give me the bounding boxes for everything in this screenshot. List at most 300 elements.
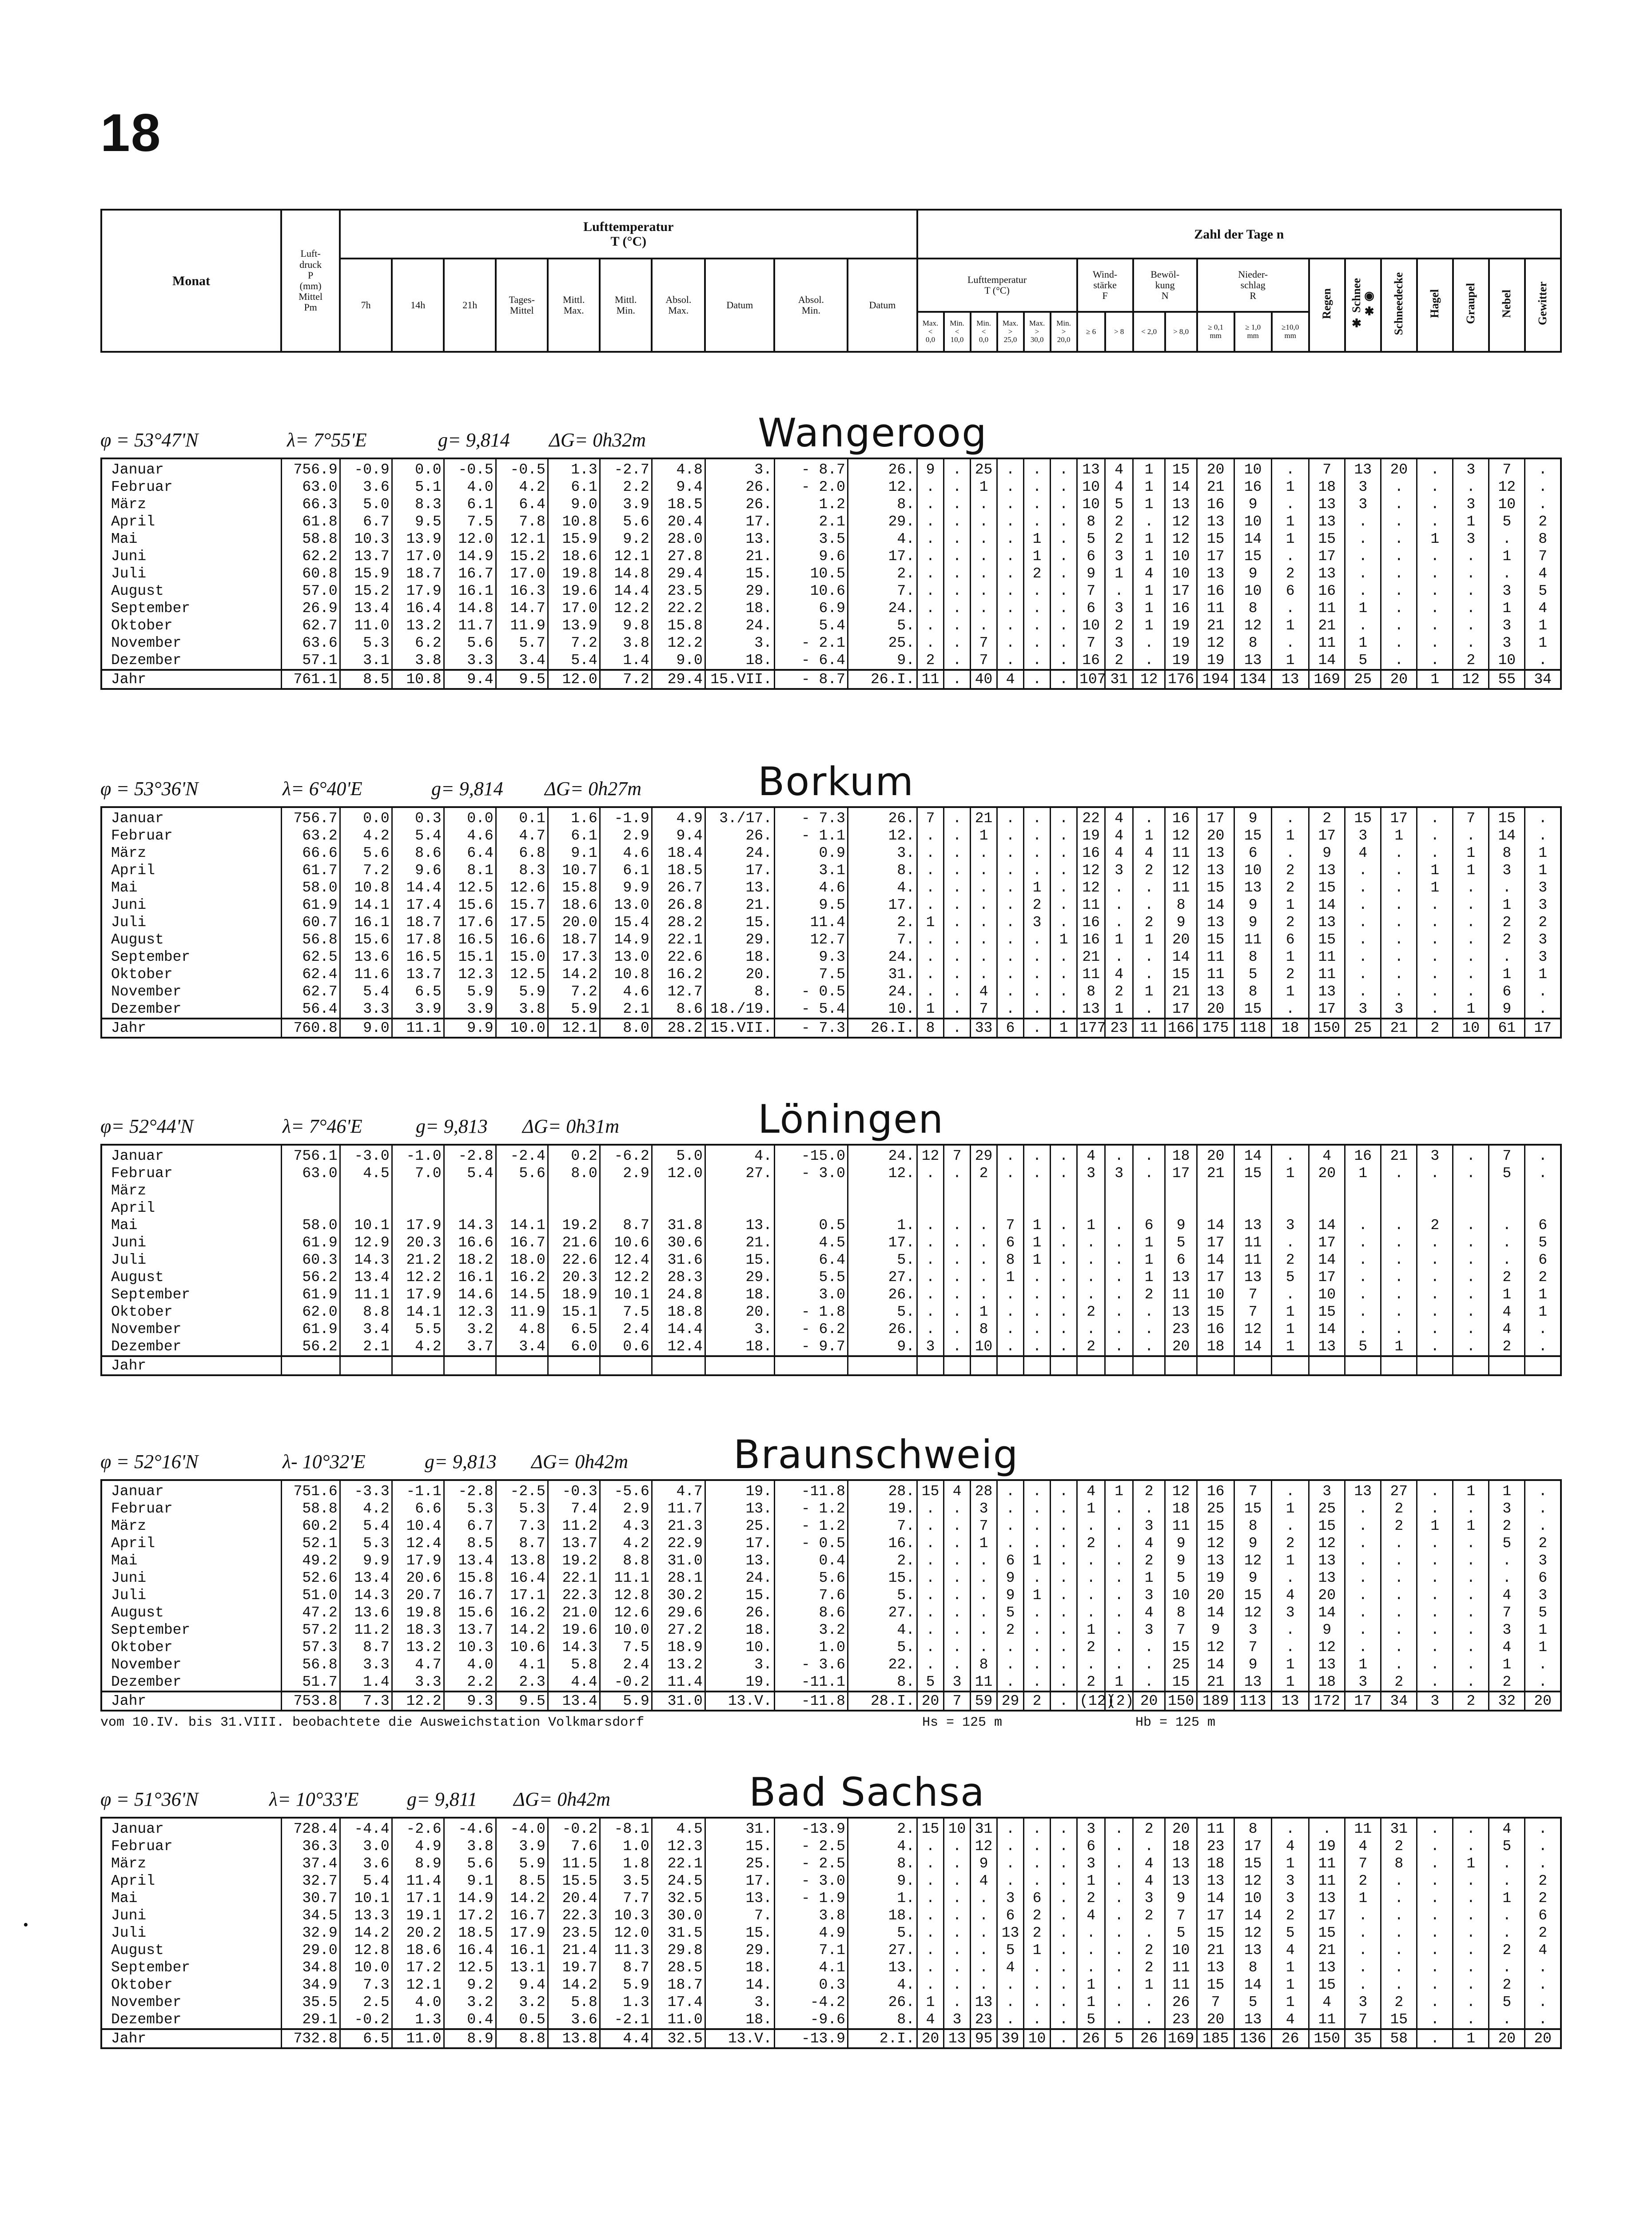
table-cell: 11.7	[444, 617, 496, 634]
table-cell: 10	[1489, 652, 1525, 670]
table-cell: 12.4	[600, 1251, 652, 1269]
table-cell: .	[971, 530, 997, 548]
table-cell: - 6.4	[774, 652, 848, 670]
header-sub-wind-6: ≥ 6	[1077, 312, 1105, 352]
table-cell: .	[1453, 931, 1489, 948]
table-cell: .	[1489, 1855, 1525, 1872]
table-cell: .	[1051, 807, 1077, 827]
table-cell: 8.9	[392, 1855, 444, 1872]
table-cell: .	[1024, 1976, 1051, 1994]
table-cell: 3.3	[340, 1656, 392, 1673]
header-tage-lufttemp: Lufttemperatur T (°C)	[917, 259, 1077, 312]
table-cell: 1	[1453, 513, 1489, 530]
table-cell: 16	[1345, 1145, 1381, 1165]
table-cell: 15.4	[600, 914, 652, 931]
table-cell	[1381, 1199, 1417, 1217]
table-cell: 29.	[705, 931, 774, 948]
table-cell: 6	[1525, 1907, 1561, 1924]
table-cell: 2	[1272, 1251, 1309, 1269]
table-cell: .	[971, 1639, 997, 1656]
table-cell	[1234, 1182, 1272, 1199]
table-cell: 15	[917, 1818, 944, 1838]
table-cell: .	[1077, 1604, 1105, 1621]
table-cell: 15.2	[496, 548, 548, 565]
year-cell	[1133, 1356, 1165, 1375]
table-cell: 15	[1234, 1500, 1272, 1517]
table-cell: 5	[1525, 1604, 1561, 1621]
table-cell: 1.	[848, 1890, 917, 1907]
table-cell: .	[1024, 1994, 1051, 2011]
table-cell: .	[1453, 1251, 1489, 1269]
table-cell: .	[1051, 1321, 1077, 1338]
table-cell: .	[1105, 1890, 1133, 1907]
table-cell: 20	[1165, 931, 1197, 948]
table-cell: .	[1381, 983, 1417, 1000]
month-row	[101, 1673, 1561, 1692]
table-cell: .	[997, 914, 1024, 931]
table-cell: 12	[1234, 1604, 1272, 1621]
table-cell: .	[1417, 1924, 1453, 1942]
month-row	[101, 807, 1561, 827]
table-cell	[1417, 1182, 1453, 1199]
year-cell	[1077, 1356, 1105, 1375]
table-cell: 20	[1309, 1587, 1345, 1604]
table-cell: .	[1024, 1480, 1051, 1500]
table-cell: 10.4	[392, 1517, 444, 1535]
table-cell: 3.6	[548, 2011, 600, 2029]
table-cell: 13.3	[340, 1907, 392, 1924]
year-cell	[1417, 1356, 1453, 1375]
coord-lambda: λ= 7°46'E	[283, 1115, 362, 1137]
year-cell: 58	[1381, 2029, 1417, 2048]
table-cell: 17.9	[392, 1217, 444, 1234]
table-cell: 5.0	[652, 1145, 705, 1165]
year-cell: 34	[1381, 1692, 1417, 1711]
table-cell: 22.3	[548, 1587, 600, 1604]
table-cell: 11	[1165, 1959, 1197, 1976]
year-cell: 12	[1133, 670, 1165, 689]
table-cell: .	[944, 1907, 971, 1924]
table-cell: .	[1077, 1269, 1105, 1286]
table-cell: 14.8	[600, 565, 652, 582]
table-cell	[392, 1199, 444, 1217]
table-cell: .	[1133, 1924, 1165, 1942]
year-cell: 760.8	[281, 1019, 340, 1038]
table-cell: 13.0	[600, 948, 652, 966]
table-cell: 16.7	[444, 565, 496, 582]
table-cell: 1	[1345, 1890, 1381, 1907]
table-cell: 5.8	[548, 1656, 600, 1673]
year-cell: .	[1051, 2029, 1077, 2048]
table-cell: 13	[1309, 1656, 1345, 1673]
table-cell: 5.1	[392, 478, 444, 496]
table-cell: .	[1133, 513, 1165, 530]
table-cell: 16.1	[444, 582, 496, 600]
year-cell: 13	[1272, 1692, 1309, 1711]
month-row	[101, 1872, 1561, 1890]
table-cell: .	[1051, 862, 1077, 879]
table-cell: 1	[1489, 966, 1525, 983]
table-cell: -0.2	[548, 1818, 600, 1838]
table-cell: 18.7	[652, 1976, 705, 1994]
table-cell	[848, 1199, 917, 1217]
table-cell	[1077, 1199, 1105, 1217]
table-cell: 4	[917, 2011, 944, 2029]
table-cell: .	[1051, 1621, 1077, 1639]
table-cell: 18.8	[652, 1303, 705, 1321]
table-cell: 5.4	[444, 1165, 496, 1182]
table-cell: 19	[1309, 1838, 1345, 1855]
table-cell: .	[1133, 896, 1165, 914]
table-cell: .	[1024, 1838, 1051, 1855]
table-cell: .	[997, 2011, 1024, 2029]
table-cell: .	[1525, 1338, 1561, 1356]
table-cell: 21.	[705, 896, 774, 914]
table-cell	[1234, 1199, 1272, 1217]
table-cell: 1	[1381, 827, 1417, 844]
month-row	[101, 1569, 1561, 1587]
table-cell: 12	[1234, 1872, 1272, 1890]
table-cell: .	[997, 582, 1024, 600]
table-cell: .	[1453, 1321, 1489, 1338]
table-cell: .	[1381, 1621, 1417, 1639]
table-cell: 12	[1165, 1480, 1197, 1500]
table-cell: 10	[1165, 1587, 1197, 1604]
table-cell: 7	[1453, 807, 1489, 827]
table-cell: 13.	[705, 1500, 774, 1517]
table-cell: .	[1381, 548, 1417, 565]
header-sub-wind-8: > 8	[1105, 312, 1133, 352]
year-cell	[1525, 1356, 1561, 1375]
table-cell: 35.5	[281, 1994, 340, 2011]
year-cell: 12.1	[548, 1019, 600, 1038]
table-cell: 14.3	[340, 1251, 392, 1269]
table-cell: 29.8	[652, 1942, 705, 1959]
table-cell: .	[1345, 530, 1381, 548]
table-cell: 13.8	[496, 1552, 548, 1569]
table-cell: .	[1105, 1872, 1133, 1890]
table-cell: .	[1345, 565, 1381, 582]
table-cell: 10.1	[340, 1890, 392, 1907]
table-cell: 2	[1345, 1872, 1381, 1890]
table-cell: 29.	[705, 582, 774, 600]
table-cell: 5.8	[548, 1994, 600, 2011]
month-label: August	[101, 582, 281, 600]
table-cell: 2	[1133, 1286, 1165, 1303]
table-cell: .	[1381, 1303, 1417, 1321]
table-cell: -0.3	[548, 1480, 600, 1500]
table-cell: 5.4	[548, 652, 600, 670]
table-cell: .	[1024, 478, 1051, 496]
table-cell: .	[971, 513, 997, 530]
table-cell: 3.9	[444, 1000, 496, 1019]
table-cell: 24.	[848, 1145, 917, 1165]
table-cell: 4.6	[600, 983, 652, 1000]
table-cell: 12.3	[652, 1838, 705, 1855]
table-cell: 1	[1077, 1621, 1105, 1639]
table-cell: 14.1	[392, 1303, 444, 1321]
table-cell: .	[1489, 1959, 1525, 1976]
table-cell: .	[1024, 1269, 1051, 1286]
table-cell: .	[971, 1217, 997, 1234]
table-cell: 3.3	[340, 1000, 392, 1019]
table-cell: 18	[1197, 1855, 1234, 1872]
table-cell: .	[1272, 1480, 1309, 1500]
table-cell: .	[1105, 1338, 1133, 1356]
table-cell: 4	[1272, 1587, 1309, 1604]
table-cell: 14	[1197, 1656, 1234, 1673]
table-cell: .	[997, 1338, 1024, 1356]
table-cell: 1	[1272, 1656, 1309, 1673]
table-cell: .	[997, 458, 1024, 478]
table-cell: .	[1417, 1818, 1453, 1838]
table-cell: 13	[1197, 862, 1234, 879]
table-cell: 56.8	[281, 931, 340, 948]
table-cell: 13	[1309, 862, 1345, 879]
table-cell: .	[1051, 1818, 1077, 1838]
table-cell: 60.8	[281, 565, 340, 582]
table-cell: .	[997, 1639, 1024, 1656]
table-cell: .	[1453, 1338, 1489, 1356]
table-cell: 1.4	[340, 1673, 392, 1692]
table-cell: 1	[1453, 1855, 1489, 1872]
year-cell: 3	[1417, 1692, 1453, 1711]
table-cell: 11.2	[548, 1517, 600, 1535]
table-cell: 9.0	[548, 496, 600, 513]
table-cell: 1	[1489, 600, 1525, 617]
table-cell: .	[1024, 1656, 1051, 1673]
table-cell: 5.6	[774, 1569, 848, 1587]
table-cell: 15.	[705, 565, 774, 582]
table-cell: .	[1381, 966, 1417, 983]
table-cell: .	[1381, 1639, 1417, 1656]
table-cell: .	[1417, 1251, 1453, 1269]
table-cell: 8.7	[600, 1959, 652, 1976]
table-cell: .	[1105, 948, 1133, 966]
table-cell: 1	[1024, 1234, 1051, 1251]
table-cell: .	[1024, 1604, 1051, 1621]
table-cell: 4	[1133, 565, 1165, 582]
footnote-hs: Hs = 125 m	[922, 1715, 1003, 1730]
table-cell: 8.6	[392, 844, 444, 862]
table-cell: 26.	[848, 1994, 917, 2011]
table-cell: 4	[1272, 1838, 1309, 1855]
table-cell: 29.	[705, 1942, 774, 1959]
table-cell: 3.8	[774, 1907, 848, 1924]
table-cell: .	[1489, 1924, 1525, 1942]
table-cell: .	[917, 1942, 944, 1959]
table-cell: .	[1051, 458, 1077, 478]
table-cell	[1024, 1182, 1051, 1199]
table-cell: 1	[1417, 879, 1453, 896]
table-cell: 27	[1381, 1480, 1417, 1500]
table-cell: 12.1	[496, 530, 548, 548]
table-cell: 3	[1105, 548, 1133, 565]
table-cell: .	[1381, 844, 1417, 862]
table-cell: .	[1024, 1145, 1051, 1165]
table-cell: 18.0	[496, 1251, 548, 1269]
table-cell: 2	[1133, 1959, 1165, 1976]
table-cell: .	[1024, 1535, 1051, 1552]
table-cell: 3.8	[444, 1838, 496, 1855]
table-cell: 2.	[848, 565, 917, 582]
table-cell: 15.	[705, 1587, 774, 1604]
table-cell: 12.8	[340, 1942, 392, 1959]
table-cell: 18.9	[652, 1639, 705, 1656]
table-cell: .	[1417, 983, 1453, 1000]
table-cell: 62.0	[281, 1303, 340, 1321]
table-cell: .	[1051, 1587, 1077, 1604]
month-label: Februar	[101, 1165, 281, 1182]
year-cell	[340, 1356, 392, 1375]
table-cell: 4.8	[652, 458, 705, 478]
table-cell: 2	[1077, 1535, 1105, 1552]
table-cell: 13.	[705, 879, 774, 896]
year-cell: 31.0	[652, 1692, 705, 1711]
table-cell: .	[1417, 652, 1453, 670]
table-cell: .	[917, 1872, 944, 1890]
header-monat: Monat	[101, 210, 281, 352]
table-cell: .	[1381, 600, 1417, 617]
table-cell: 1	[1133, 458, 1165, 478]
table-cell: 9.4	[652, 827, 705, 844]
table-cell: .	[944, 1552, 971, 1569]
table-cell: .	[1309, 1818, 1345, 1838]
table-cell	[444, 1182, 496, 1199]
table-cell: 2	[1105, 983, 1133, 1000]
table-cell: .	[917, 1621, 944, 1639]
table-cell: 5	[1345, 1338, 1381, 1356]
table-cell: .	[971, 582, 997, 600]
month-row	[101, 1199, 1561, 1217]
table-cell: 4	[1489, 1587, 1525, 1604]
table-cell: 1	[1272, 1321, 1309, 1338]
table-cell: .	[1345, 1924, 1381, 1942]
table-cell: 11	[1234, 931, 1272, 948]
month-label: August	[101, 1604, 281, 1621]
table-cell: 5	[1272, 1924, 1309, 1942]
table-cell: 13	[1165, 1303, 1197, 1321]
table-cell: 12	[1197, 1535, 1234, 1552]
table-cell: .	[1417, 1872, 1453, 1890]
table-cell: .	[971, 565, 997, 582]
table-cell: 9	[917, 458, 944, 478]
table-cell: 3	[1272, 1890, 1309, 1907]
table-cell: .	[944, 1535, 971, 1552]
table-cell: 15.7	[496, 896, 548, 914]
table-cell: 1	[1417, 862, 1453, 879]
table-cell: 15.2	[340, 582, 392, 600]
table-cell	[444, 1199, 496, 1217]
table-cell: 1	[1453, 862, 1489, 879]
table-cell: 4.5	[774, 1234, 848, 1251]
table-cell: 32.7	[281, 1872, 340, 1890]
table-cell	[340, 1182, 392, 1199]
table-cell: .	[1024, 1855, 1051, 1872]
table-cell: 16.	[848, 1535, 917, 1552]
table-cell: .	[1133, 1500, 1165, 1517]
table-cell: 12.5	[444, 1959, 496, 1976]
table-cell: 6	[1024, 1890, 1051, 1907]
table-cell: 2.1	[774, 513, 848, 530]
year-cell: 15.VII.	[705, 1019, 774, 1038]
table-cell: 5	[1525, 1234, 1561, 1251]
table-cell: .	[1272, 1818, 1309, 1838]
table-cell: .	[944, 582, 971, 600]
table-cell: 26.	[848, 458, 917, 478]
year-cell: 136	[1234, 2029, 1272, 2048]
year-cell: 20	[1525, 2029, 1561, 2048]
table-cell: .	[1272, 1639, 1309, 1656]
table-cell: 4	[1105, 478, 1133, 496]
table-cell: 4	[1525, 1942, 1561, 1959]
table-cell: 22.9	[652, 1535, 705, 1552]
table-cell: 756.9	[281, 458, 340, 478]
station-block	[100, 1086, 1562, 1376]
year-cell: 35	[1345, 2029, 1381, 2048]
table-cell: 2	[1133, 1907, 1165, 1924]
table-cell: 3.3	[444, 652, 496, 670]
table-cell: .	[1133, 1145, 1165, 1165]
table-cell: 10.3	[340, 530, 392, 548]
table-cell: .	[917, 1269, 944, 1286]
table-cell: .	[1133, 966, 1165, 983]
table-cell: .	[1417, 1587, 1453, 1604]
table-cell: 25	[1309, 1500, 1345, 1517]
table-cell: .	[944, 1321, 971, 1338]
table-cell: 16.5	[392, 948, 444, 966]
month-row	[101, 1604, 1561, 1621]
year-cell: 13	[1272, 670, 1309, 689]
month-row	[101, 1907, 1561, 1924]
table-cell: 3.0	[774, 1286, 848, 1303]
table-cell: 14.9	[444, 1890, 496, 1907]
table-cell: .	[1345, 1286, 1381, 1303]
table-cell: .	[1525, 1480, 1561, 1500]
table-cell: 62.7	[281, 983, 340, 1000]
table-cell: .	[944, 1234, 971, 1251]
table-cell: 7.	[848, 1517, 917, 1535]
table-cell: 1.3	[600, 1994, 652, 2011]
table-cell: 19	[1165, 617, 1197, 634]
table-cell: 16.6	[496, 931, 548, 948]
table-cell: .	[1133, 1838, 1165, 1855]
table-cell: 4	[1489, 1303, 1525, 1321]
table-cell: .	[1381, 1959, 1417, 1976]
table-cell: .	[917, 478, 944, 496]
table-cell: .	[1051, 1234, 1077, 1251]
header-absol-max: Absol. Max.	[652, 259, 705, 352]
table-cell: 4	[1489, 1818, 1525, 1838]
stray-dot: •	[23, 1917, 28, 1933]
table-cell: .	[1345, 948, 1381, 966]
table-cell: .	[1051, 1145, 1077, 1165]
table-cell: 18.6	[392, 1942, 444, 1959]
table-cell: .	[944, 652, 971, 670]
table-cell: 6	[1525, 1569, 1561, 1587]
table-cell: 8.6	[774, 1604, 848, 1621]
table-cell: .	[944, 827, 971, 844]
table-cell: 13	[1077, 458, 1105, 478]
header-sub-bew-2: < 2,0	[1133, 312, 1165, 352]
table-cell: 6	[1272, 931, 1309, 948]
table-cell: 1	[1024, 1587, 1051, 1604]
table-cell: 7	[1345, 2011, 1381, 2029]
table-cell: .	[1345, 1621, 1381, 1639]
table-cell: .	[1345, 1303, 1381, 1321]
table-cell: 5.	[848, 1303, 917, 1321]
table-cell: 6.7	[444, 1517, 496, 1535]
